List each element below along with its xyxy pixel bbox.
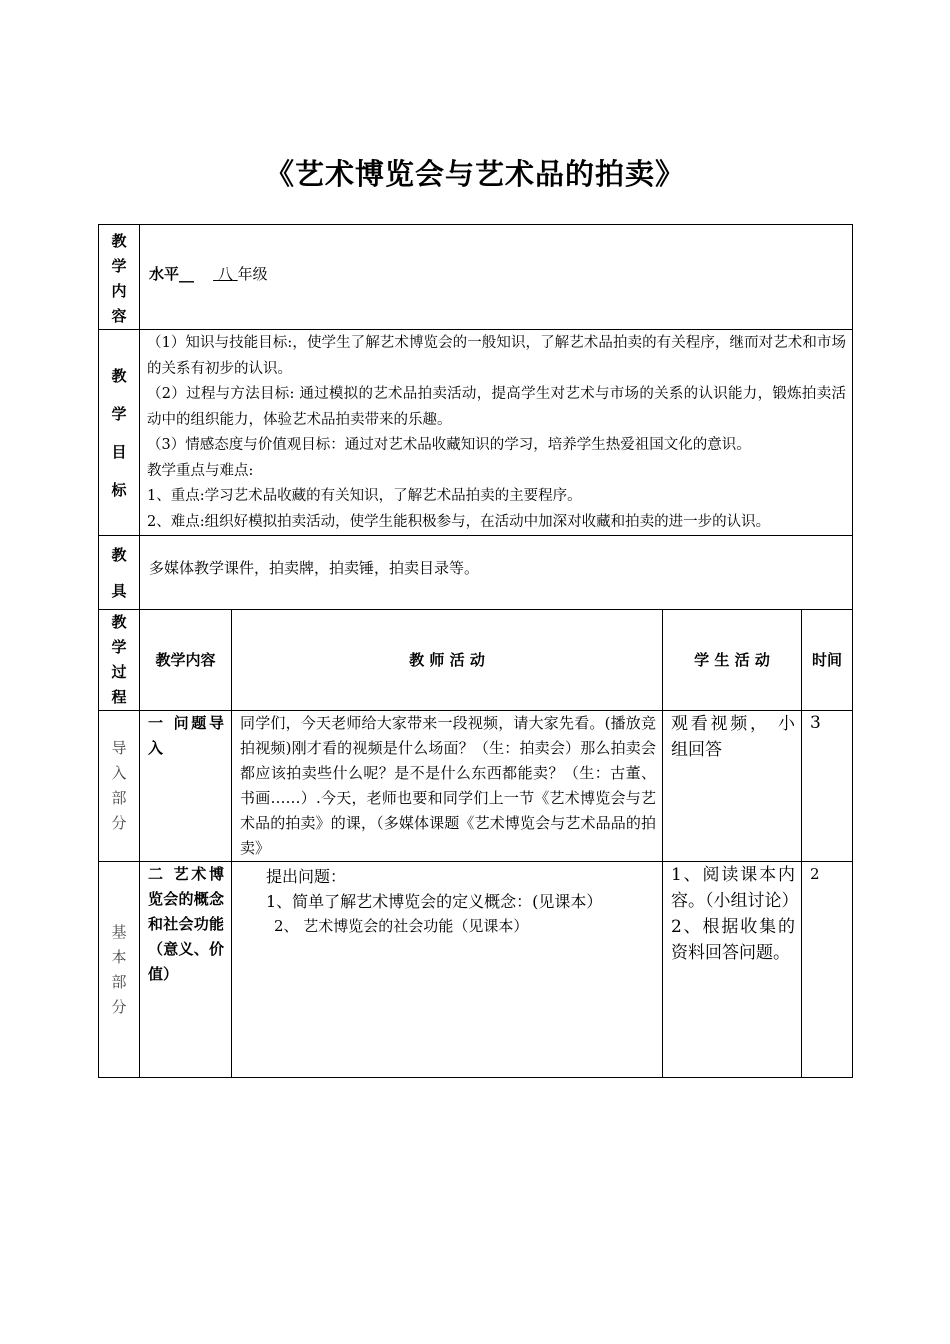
lesson-plan-table bbox=[98, 224, 853, 1078]
goals-text bbox=[140, 330, 853, 536]
teacher-line: 2、 艺术博览会的社会功能（见课本） bbox=[274, 917, 529, 935]
tools-row bbox=[99, 536, 853, 610]
tools-text: 多媒体教学课件，拍卖牌，拍卖锤，拍卖目录等。 bbox=[140, 536, 853, 610]
level-blank: __ bbox=[179, 265, 195, 283]
col-header-student: 学 生 活 动 bbox=[663, 610, 802, 711]
basic-content: 二 艺术博览会的概念和社会功能（意义、价值） bbox=[140, 862, 232, 1078]
goal-line: 1、重点:学习艺术品收藏的有关知识，了解艺术品拍卖的主要程序。 bbox=[147, 488, 582, 504]
basic-student-activity bbox=[663, 862, 802, 1078]
intro-student-activity: 观看视频， 小组回答 bbox=[663, 711, 802, 862]
student-line: 1、阅读课本内容。（小组讨论） bbox=[671, 865, 799, 911]
goal-line: （1）知识与技能目标:，使学生了解艺术博览会的一般知识，了解艺术品拍卖的有关程序，继而对艺术和市场的关系有初步的认识。 bbox=[147, 335, 846, 377]
student-line: 2、根据收集的资料回答问题。 bbox=[671, 917, 795, 963]
teacher-line: 提出问题： bbox=[266, 867, 347, 886]
process-row-intro bbox=[99, 711, 853, 862]
teacher-line: 1、简单了解艺术博览会的定义概念：(见课本） bbox=[266, 892, 603, 911]
col-header-time: 时间 bbox=[802, 610, 853, 711]
grade-suffix: 年级 bbox=[237, 265, 268, 283]
grade-value: 八 bbox=[217, 265, 233, 283]
col-header-teacher: 教 师 活 动 bbox=[232, 610, 663, 711]
process-row-basic bbox=[99, 862, 853, 1078]
goal-line: （2）过程与方法目标: 通过模拟的艺术品拍卖活动，提高学生对艺术与市场的关系的认识能力，锻炼拍卖活动中的组织能力，体验艺术品拍卖带来的乐趣。 bbox=[147, 386, 846, 428]
process-label: 教 学 过 程 bbox=[99, 610, 140, 711]
level-prefix: 水平 bbox=[149, 265, 180, 283]
content-row bbox=[99, 225, 853, 330]
intro-content: 一 问题导入 bbox=[140, 711, 232, 862]
content-label: 教 学 内 容 bbox=[99, 225, 140, 330]
goals-label: 教 学 目 标 bbox=[99, 330, 140, 536]
tools-label: 教 具 bbox=[99, 536, 140, 610]
goal-line: （3）情感态度与价值观目标：通过对艺术品收藏知识的学习，培养学生热爱祖国文化的意识。 bbox=[147, 437, 751, 453]
intro-teacher-activity: 同学们，今天老师给大家带来一段视频，请大家先看。(播放竞拍视频)刚才看的视频是什么场面？（生：拍卖会）那么拍卖会都应该拍卖些什么呢？是不是什么东西都能卖？（生：古董、书画……）.今天，老师也要和同学们上一节《艺术博览会与艺术品的拍卖》的课，（多媒体课题《艺术博览会与艺术品品的拍卖》 bbox=[232, 711, 663, 862]
document-title: 《艺术博览会与艺术品的拍卖》 bbox=[264, 157, 685, 191]
col-header-content: 教学内容 bbox=[140, 610, 232, 711]
intro-time: 3 bbox=[802, 711, 853, 862]
goal-line: 教学重点与难点: bbox=[147, 462, 254, 479]
section-label-basic: 基 本 部 分 bbox=[99, 862, 140, 1078]
basic-time: 2 bbox=[802, 862, 853, 1078]
basic-teacher-activity bbox=[232, 862, 663, 1078]
goals-row bbox=[99, 330, 853, 536]
process-header-row bbox=[99, 610, 853, 711]
goal-line: 2、难点:组织好模拟拍卖活动，使学生能积极参与，在活动中加深对收藏和拍卖的进一步的认识。 bbox=[147, 513, 771, 530]
section-label-intro: 导 入 部 分 bbox=[99, 711, 140, 862]
